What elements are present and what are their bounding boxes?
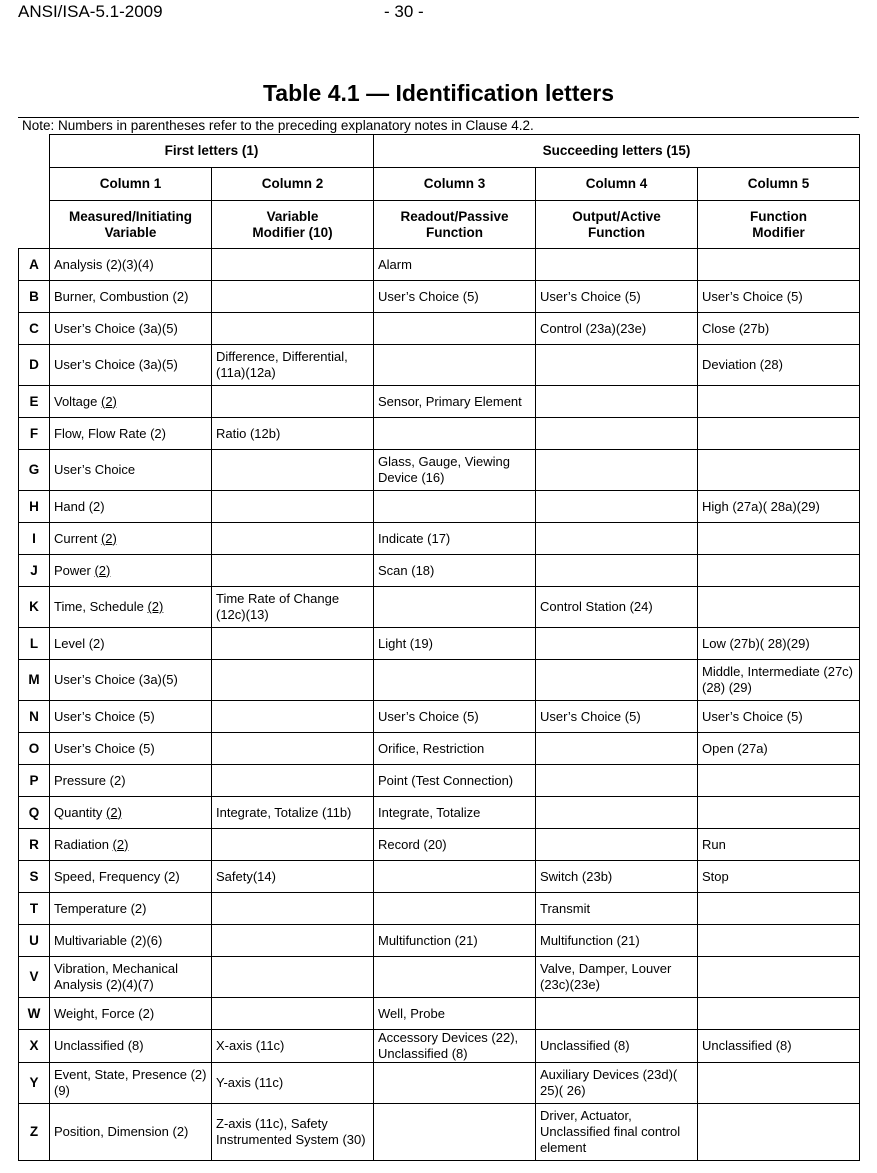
row-letter: E	[19, 386, 50, 418]
cell-column-3: Accessory Devices (22), Unclassified (8)	[374, 1030, 536, 1063]
cell-column-2	[212, 523, 374, 555]
cell-column-3: Sensor, Primary Element	[374, 386, 536, 418]
cell-column-5: User’s Choice (5)	[698, 701, 860, 733]
note-reference: (2)	[100, 530, 117, 546]
cell-column-4: User’s Choice (5)	[536, 281, 698, 313]
cell-column-5: Open (27a)	[698, 733, 860, 765]
cell-column-1: Multivariable (2)(6)	[50, 925, 212, 957]
cell-column-2	[212, 386, 374, 418]
cell-column-4	[536, 249, 698, 281]
row-letter: R	[19, 829, 50, 861]
document-id: ANSI/ISA-5.1-2009	[18, 2, 163, 21]
cell-column-5	[698, 523, 860, 555]
row-letter: B	[19, 281, 50, 313]
cell-column-2	[212, 765, 374, 797]
row-letter: X	[19, 1030, 50, 1063]
cell-column-3: User’s Choice (5)	[374, 701, 536, 733]
cell-column-2: Ratio (12b)	[212, 418, 374, 450]
row-letter: N	[19, 701, 50, 733]
cell-column-5	[698, 998, 860, 1030]
cell-column-2	[212, 893, 374, 925]
cell-column-3	[374, 491, 536, 523]
cell-column-5	[698, 893, 860, 925]
column-4-header: Column 4	[536, 168, 698, 201]
cell-column-4: Valve, Damper, Louver (23c)(23e)	[536, 957, 698, 998]
table-row	[19, 1030, 860, 1063]
cell-column-4	[536, 523, 698, 555]
note-reference: (2)	[112, 836, 129, 852]
cell-column-2: X-axis (11c)	[212, 1030, 374, 1063]
table-row	[19, 733, 860, 765]
cell-column-3	[374, 1104, 536, 1161]
page-number: - 30 -	[384, 2, 424, 21]
cell-column-1: Time, Schedule (2)	[50, 587, 212, 628]
column-2-header: Column 2	[212, 168, 374, 201]
row-letter: T	[19, 893, 50, 925]
cell-column-4	[536, 733, 698, 765]
cell-column-2: Safety(14)	[212, 861, 374, 893]
cell-column-1: Speed, Frequency (2)	[50, 861, 212, 893]
cell-column-3: Record (20)	[374, 829, 536, 861]
cell-column-4: Unclassified (8)	[536, 1030, 698, 1063]
letter-header-blank	[19, 135, 50, 249]
cell-column-3	[374, 660, 536, 701]
cell-column-5: High (27a)( 28a)(29)	[698, 491, 860, 523]
table-row	[19, 1063, 860, 1104]
cell-column-1: Voltage (2)	[50, 386, 212, 418]
cell-column-2	[212, 491, 374, 523]
table-row	[19, 281, 860, 313]
identification-letters-table	[18, 134, 860, 1161]
cell-column-5: Middle, Intermediate (27c)(28) (29)	[698, 660, 860, 701]
cell-column-4	[536, 797, 698, 829]
column-4-subheader: Output/Active Function	[536, 201, 698, 249]
cell-column-1: Weight, Force (2)	[50, 998, 212, 1030]
cell-column-2	[212, 313, 374, 345]
cell-column-3: Scan (18)	[374, 555, 536, 587]
cell-column-1: Level (2)	[50, 628, 212, 660]
cell-column-5	[698, 925, 860, 957]
cell-column-1: User’s Choice (3a)(5)	[50, 660, 212, 701]
cell-column-2: Z-axis (11c), Safety Instrumented System (30)	[212, 1104, 374, 1161]
table-title: Table 4.1 — Identification letters	[262, 80, 615, 106]
cell-column-1: Quantity (2)	[50, 797, 212, 829]
row-letter: A	[19, 249, 50, 281]
cell-column-4	[536, 386, 698, 418]
cell-column-2	[212, 450, 374, 491]
cell-column-5	[698, 587, 860, 628]
cell-column-2	[212, 998, 374, 1030]
cell-column-5	[698, 418, 860, 450]
cell-column-2	[212, 925, 374, 957]
table-row	[19, 893, 860, 925]
cell-column-3: Well, Probe	[374, 998, 536, 1030]
cell-column-1: Power (2)	[50, 555, 212, 587]
row-letter: J	[19, 555, 50, 587]
column-5-header: Column 5	[698, 168, 860, 201]
column-2-subheader: Variable Modifier (10)	[212, 201, 374, 249]
column-1-subheader: Measured/Initiating Variable	[50, 201, 212, 249]
table-row	[19, 925, 860, 957]
cell-column-3: Orifice, Restriction	[374, 733, 536, 765]
cell-column-2	[212, 660, 374, 701]
cell-column-4	[536, 765, 698, 797]
cell-column-4	[536, 345, 698, 386]
cell-column-3	[374, 587, 536, 628]
cell-column-2: Y-axis (11c)	[212, 1063, 374, 1104]
cell-column-4: Switch (23b)	[536, 861, 698, 893]
cell-column-1: Position, Dimension (2)	[50, 1104, 212, 1161]
cell-column-3	[374, 1063, 536, 1104]
cell-column-5	[698, 555, 860, 587]
cell-column-2	[212, 733, 374, 765]
row-letter: V	[19, 957, 50, 998]
note-reference: (2)	[101, 393, 117, 409]
cell-column-4	[536, 998, 698, 1030]
cell-column-4	[536, 418, 698, 450]
cell-column-3	[374, 893, 536, 925]
table-row	[19, 1104, 860, 1161]
column-3-subheader: Readout/Passive Function	[374, 201, 536, 249]
row-letter: F	[19, 418, 50, 450]
cell-column-1: Event, State, Presence (2)(9)	[50, 1063, 212, 1104]
cell-column-3: Glass, Gauge, Viewing Device (16)	[374, 450, 536, 491]
cell-column-5: User’s Choice (5)	[698, 281, 860, 313]
row-letter: U	[19, 925, 50, 957]
cell-column-4	[536, 660, 698, 701]
note-reference: (2)	[147, 599, 164, 614]
cell-column-3: Indicate (17)	[374, 523, 536, 555]
cell-column-1: Temperature (2)	[50, 893, 212, 925]
table-row	[19, 957, 860, 998]
cell-column-5	[698, 1063, 860, 1104]
table-row	[19, 998, 860, 1030]
table-row	[19, 797, 860, 829]
table-row	[19, 523, 860, 555]
cell-column-1: Flow, Flow Rate (2)	[50, 418, 212, 450]
cell-column-5	[698, 797, 860, 829]
row-letter: I	[19, 523, 50, 555]
row-letter: W	[19, 998, 50, 1030]
row-letter: O	[19, 733, 50, 765]
cell-column-3	[374, 418, 536, 450]
table-row	[19, 491, 860, 523]
row-letter: D	[19, 345, 50, 386]
cell-column-2: Integrate, Totalize (11b)	[212, 797, 374, 829]
table-body	[19, 249, 860, 1161]
cell-column-3: Multifunction (21)	[374, 925, 536, 957]
cell-column-5	[698, 249, 860, 281]
row-letter: Y	[19, 1063, 50, 1104]
cell-column-4: User’s Choice (5)	[536, 701, 698, 733]
table-row	[19, 628, 860, 660]
cell-column-1: Unclassified (8)	[50, 1030, 212, 1063]
cell-column-1: User’s Choice (5)	[50, 701, 212, 733]
cell-column-1: Radiation (2)	[50, 829, 212, 861]
cell-column-2	[212, 628, 374, 660]
cell-column-1: User’s Choice (3a)(5)	[50, 345, 212, 386]
row-letter: S	[19, 861, 50, 893]
cell-column-5: Run	[698, 829, 860, 861]
cell-column-1: Hand (2)	[50, 491, 212, 523]
cell-column-4: Auxiliary Devices (23d)( 25)( 26)	[536, 1063, 698, 1104]
cell-column-4	[536, 450, 698, 491]
cell-column-2	[212, 829, 374, 861]
cell-column-3: Alarm	[374, 249, 536, 281]
cell-column-4: Transmit	[536, 893, 698, 925]
table-row	[19, 313, 860, 345]
cell-column-1: Vibration, Mechanical Analysis (2)(4)(7)	[50, 957, 212, 998]
cell-column-4	[536, 555, 698, 587]
row-letter: P	[19, 765, 50, 797]
row-letter: M	[19, 660, 50, 701]
cell-column-5	[698, 450, 860, 491]
table-row	[19, 587, 860, 628]
cell-column-2	[212, 281, 374, 313]
cell-column-5	[698, 386, 860, 418]
cell-column-2	[212, 957, 374, 998]
cell-column-1: Pressure (2)	[50, 765, 212, 797]
table-row	[19, 345, 860, 386]
cell-column-4: Control Station (24)	[536, 587, 698, 628]
note-reference: (2)	[94, 562, 111, 578]
table-row	[19, 765, 860, 797]
cell-column-1: Analysis (2)(3)(4)	[50, 249, 212, 281]
cell-column-3	[374, 345, 536, 386]
table-row	[19, 701, 860, 733]
row-letter: L	[19, 628, 50, 660]
cell-column-3: User’s Choice (5)	[374, 281, 536, 313]
table-row	[19, 861, 860, 893]
group-succeeding-letters: Succeeding letters (15)	[374, 135, 860, 168]
cell-column-1: User’s Choice (5)	[50, 733, 212, 765]
group-first-letters: First letters (1)	[50, 135, 374, 168]
table-row	[19, 386, 860, 418]
cell-column-3	[374, 957, 536, 998]
row-letter: K	[19, 587, 50, 628]
table-row	[19, 660, 860, 701]
cell-column-5: Deviation (28)	[698, 345, 860, 386]
table-row	[19, 450, 860, 491]
cell-column-5	[698, 1104, 860, 1161]
cell-column-4	[536, 491, 698, 523]
cell-column-2	[212, 701, 374, 733]
table-row	[19, 555, 860, 587]
cell-column-3	[374, 861, 536, 893]
cell-column-1: Burner, Combustion (2)	[50, 281, 212, 313]
cell-column-1: User’s Choice (3a)(5)	[50, 313, 212, 345]
cell-column-3	[374, 313, 536, 345]
column-5-subheader: Function Modifier	[698, 201, 860, 249]
row-letter: Z	[19, 1104, 50, 1161]
cell-column-2: Time Rate of Change (12c)(13)	[212, 587, 374, 628]
row-letter: Q	[19, 797, 50, 829]
note-reference: (2)	[106, 804, 122, 820]
cell-column-4: Control (23a)(23e)	[536, 313, 698, 345]
row-letter: C	[19, 313, 50, 345]
table-row	[19, 829, 860, 861]
cell-column-4	[536, 829, 698, 861]
cell-column-5: Stop	[698, 861, 860, 893]
cell-column-2	[212, 555, 374, 587]
table-row	[19, 249, 860, 281]
cell-column-1: User’s Choice	[50, 450, 212, 491]
column-3-header: Column 3	[374, 168, 536, 201]
table-row	[19, 418, 860, 450]
cell-column-3: Integrate, Totalize	[374, 797, 536, 829]
row-letter: G	[19, 450, 50, 491]
cell-column-1: Current (2)	[50, 523, 212, 555]
table-note: Note: Numbers in parentheses refer to the preceding explanatory notes in Clause 4.2.	[22, 118, 534, 133]
cell-column-5: Unclassified (8)	[698, 1030, 860, 1063]
cell-column-5	[698, 957, 860, 998]
cell-column-5	[698, 765, 860, 797]
row-letter: H	[19, 491, 50, 523]
cell-column-4: Multifunction (21)	[536, 925, 698, 957]
cell-column-4	[536, 628, 698, 660]
column-1-header: Column 1	[50, 168, 212, 201]
cell-column-5: Low (27b)( 28)(29)	[698, 628, 860, 660]
cell-column-3: Point (Test Connection)	[374, 765, 536, 797]
cell-column-2	[212, 249, 374, 281]
cell-column-4: Driver, Actuator, Unclassified final control element	[536, 1104, 698, 1161]
cell-column-2: Difference, Differential, (11a)(12a)	[212, 345, 374, 386]
cell-column-3: Light (19)	[374, 628, 536, 660]
cell-column-5: Close (27b)	[698, 313, 860, 345]
